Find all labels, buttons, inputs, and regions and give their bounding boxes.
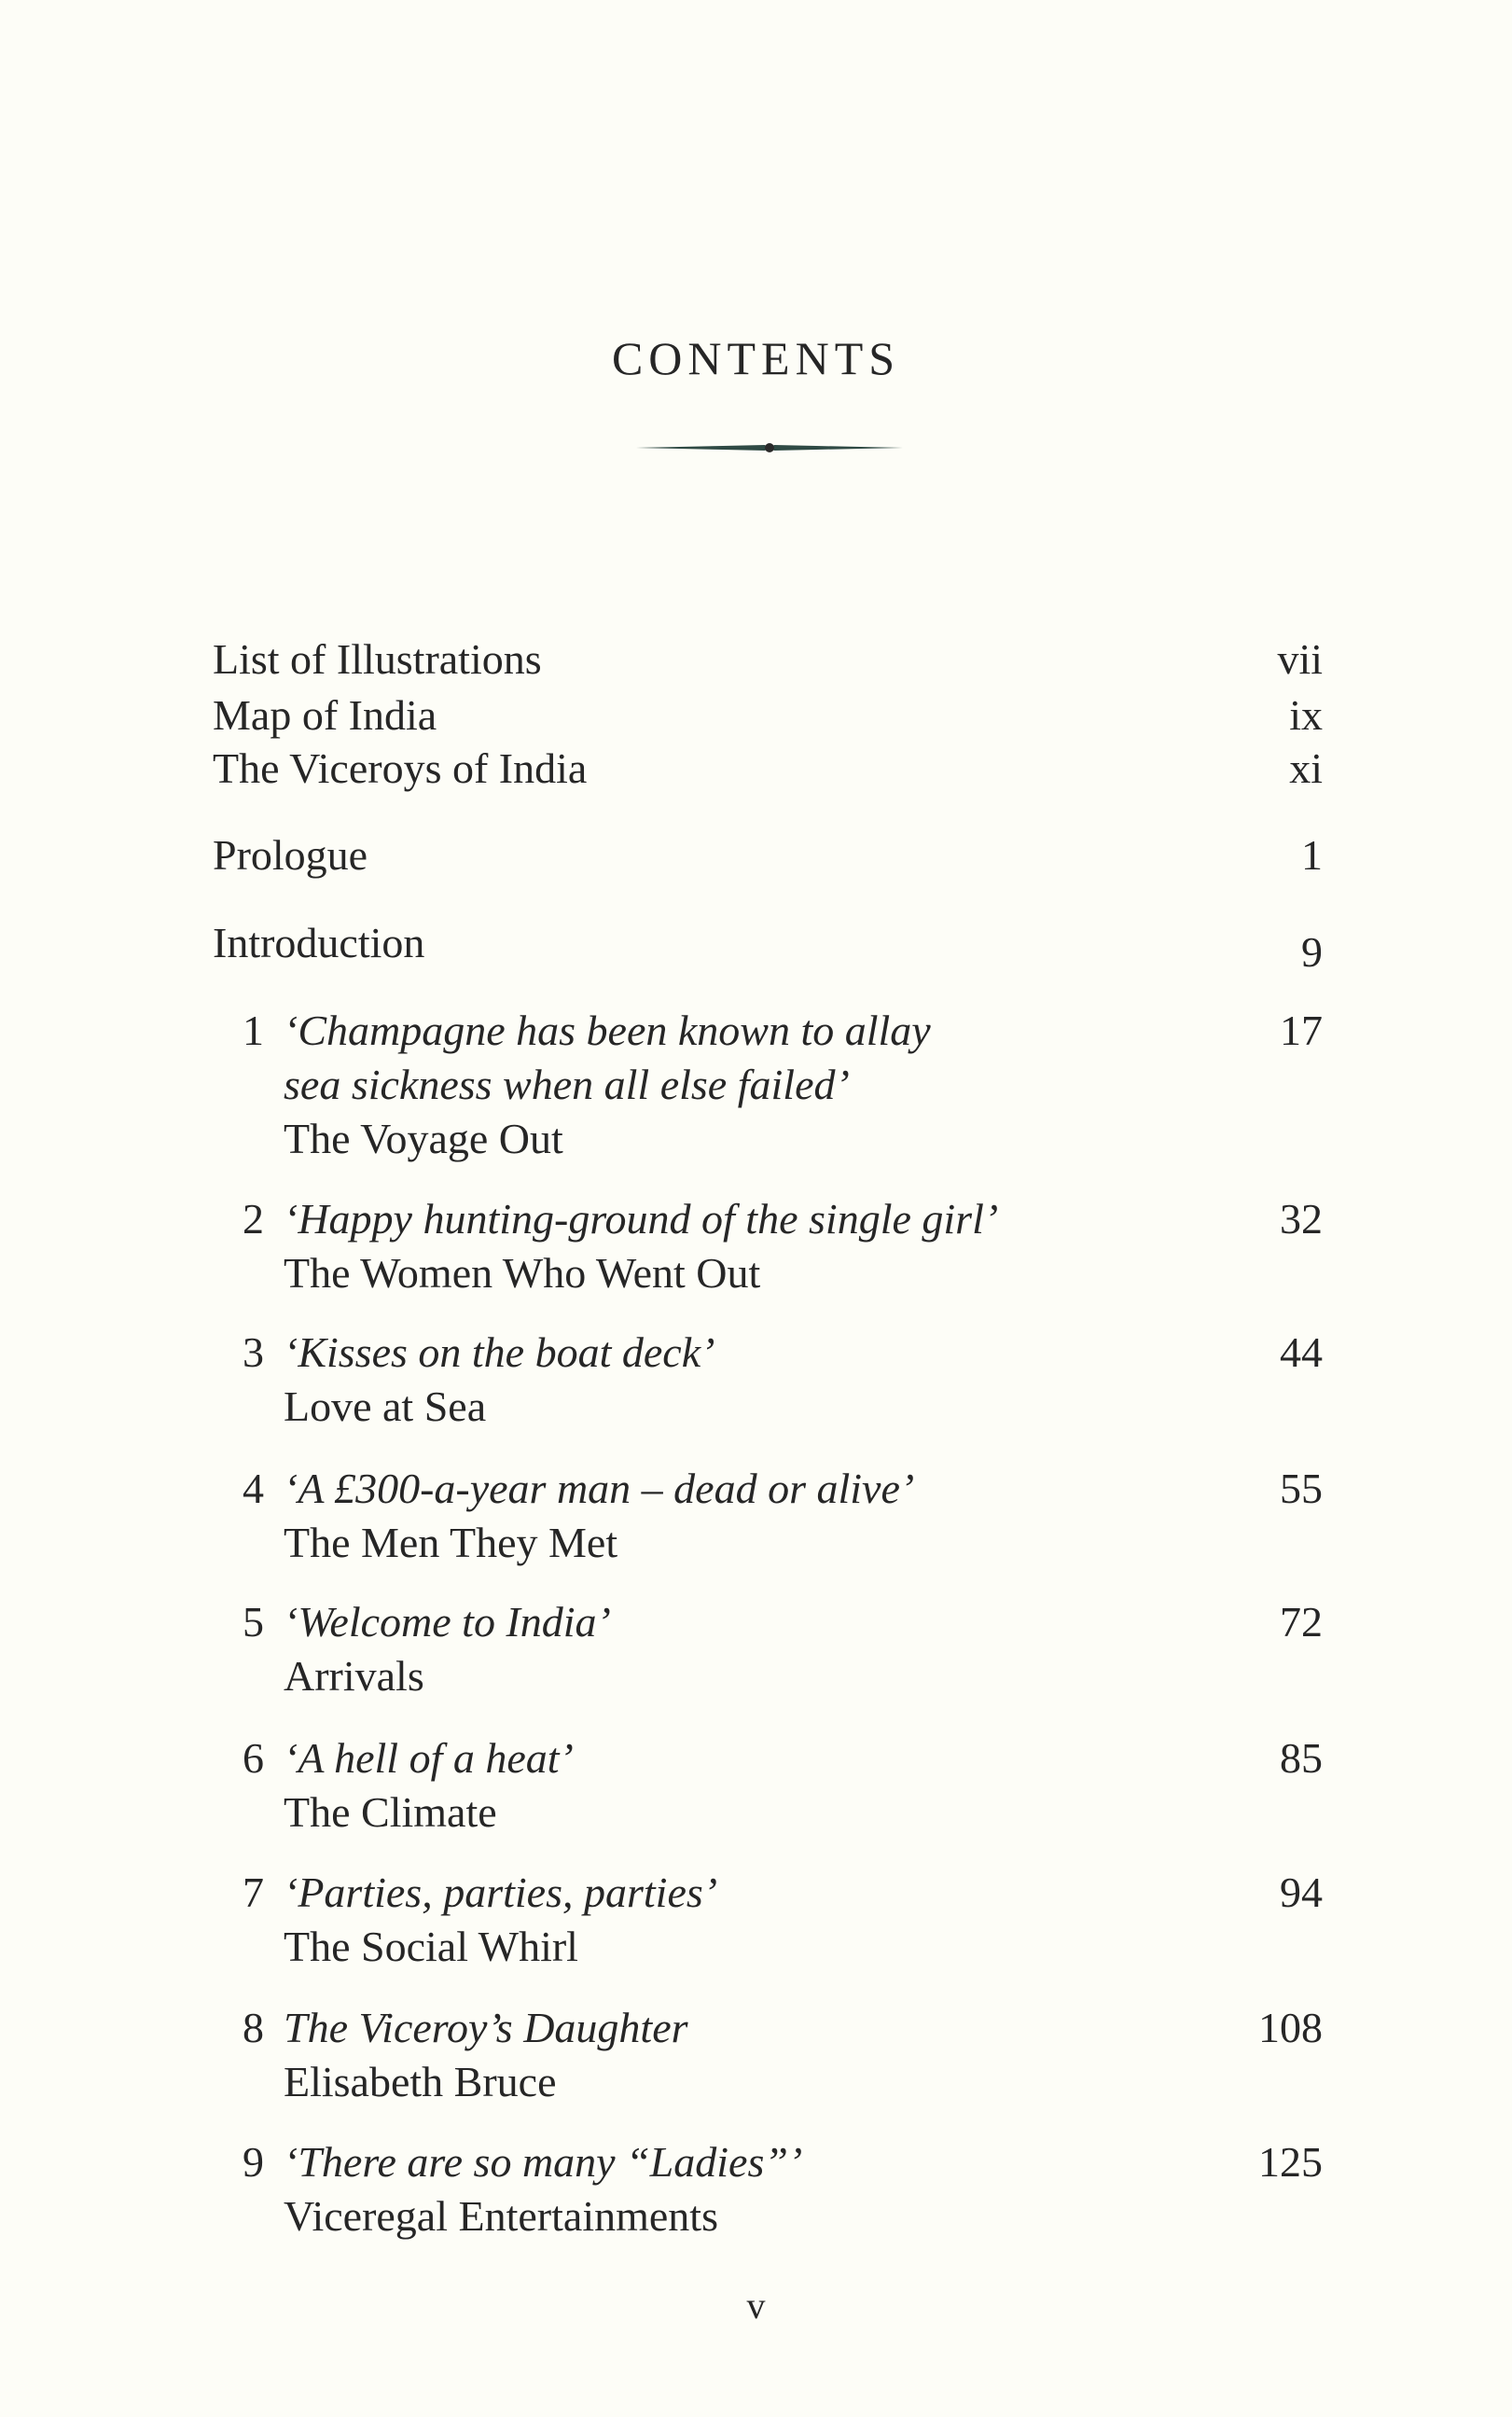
chapter-subtitle: The Voyage Out (284, 1115, 563, 1162)
toc-chapter-8[interactable] (213, 2001, 1323, 2109)
page-number: 9 (1301, 928, 1323, 976)
chapter-quote: ‘A hell of a heat’ (284, 1734, 574, 1782)
chapter-quote: ‘Welcome to India’ (284, 1598, 611, 1646)
chapter-subtitle: Love at Sea (284, 1382, 487, 1430)
chapter-number: 1 (243, 1007, 264, 1054)
toc-entry-prologue[interactable] (213, 828, 1323, 882)
page-number: xi (1289, 744, 1323, 792)
chapter-subtitle: Arrivals (284, 1652, 424, 1700)
page-number: 55 (1280, 1465, 1323, 1512)
toc-entry-illustrations[interactable] (213, 632, 1323, 687)
page-number: 72 (1280, 1598, 1323, 1646)
toc-entry-introduction[interactable] (213, 916, 1323, 976)
toc-chapter-6[interactable] (213, 1731, 1323, 1840)
ornament-divider-icon (634, 435, 905, 461)
chapter-number: 5 (243, 1598, 264, 1646)
toc-chapter-9[interactable] (213, 2135, 1323, 2243)
chapter-number: 4 (243, 1465, 264, 1512)
page-number: 1 (1301, 831, 1323, 879)
chapter-number: 8 (243, 2004, 264, 2051)
entry-title: Introduction (213, 919, 425, 966)
chapter-quote: ‘Kisses on the boat deck’ (284, 1328, 715, 1376)
toc-chapter-1[interactable] (213, 1004, 1323, 1166)
page-number: vii (1277, 635, 1323, 683)
entry-title: List of Illustrations (213, 635, 542, 683)
chapter-number: 3 (243, 1328, 264, 1376)
page-number: ix (1289, 691, 1323, 739)
page-number: 108 (1258, 2004, 1323, 2051)
toc-entry-map[interactable] (213, 688, 1323, 743)
page-number: 17 (1280, 1007, 1323, 1054)
page-number: 125 (1258, 2138, 1323, 2186)
chapter-quote: The Viceroy’s Daughter (284, 2004, 688, 2051)
chapter-number: 6 (243, 1734, 264, 1782)
entry-title: The Viceroys of India (213, 744, 588, 792)
chapter-quote-cont: sea sickness when all else failed’ (284, 1061, 850, 1108)
page-number: 32 (1280, 1195, 1323, 1243)
page-title: CONTENTS (611, 332, 901, 384)
chapter-number: 2 (243, 1195, 264, 1243)
chapter-quote: ‘A £300-a-year man – dead or alive’ (284, 1465, 915, 1512)
toc-entry-viceroys[interactable] (213, 742, 1323, 796)
toc-chapter-7[interactable] (213, 1866, 1323, 1974)
chapter-number: 9 (243, 2138, 264, 2186)
chapter-subtitle: The Social Whirl (284, 1923, 578, 1970)
entry-title: Prologue (213, 831, 368, 879)
chapter-quote: ‘Happy hunting-ground of the single girl’ (284, 1195, 999, 1243)
chapter-subtitle: Elisabeth Bruce (284, 2058, 557, 2105)
entry-title: Map of India (213, 691, 437, 739)
toc-chapter-4[interactable] (213, 1462, 1323, 1570)
chapter-subtitle: The Climate (284, 1788, 497, 1836)
chapter-subtitle: The Men They Met (284, 1519, 618, 1566)
page-number: 94 (1280, 1868, 1323, 1916)
page-number: 44 (1280, 1328, 1323, 1376)
chapter-quote: ‘Parties, parties, parties’ (284, 1868, 718, 1916)
page-number: 85 (1280, 1734, 1323, 1782)
chapter-quote: ‘There are so many “Ladies”’ (284, 2138, 803, 2186)
toc-chapter-2[interactable] (213, 1192, 1323, 1300)
chapter-subtitle: The Women Who Went Out (284, 1249, 761, 1297)
chapter-number: 7 (243, 1868, 264, 1916)
page-folio: v (746, 2285, 766, 2327)
chapter-subtitle: Viceregal Entertainments (284, 2192, 718, 2240)
chapter-quote: ‘Champagne has been known to allay (284, 1007, 931, 1054)
toc-chapter-5[interactable] (213, 1595, 1323, 1703)
toc-chapter-3[interactable] (213, 1326, 1323, 1434)
